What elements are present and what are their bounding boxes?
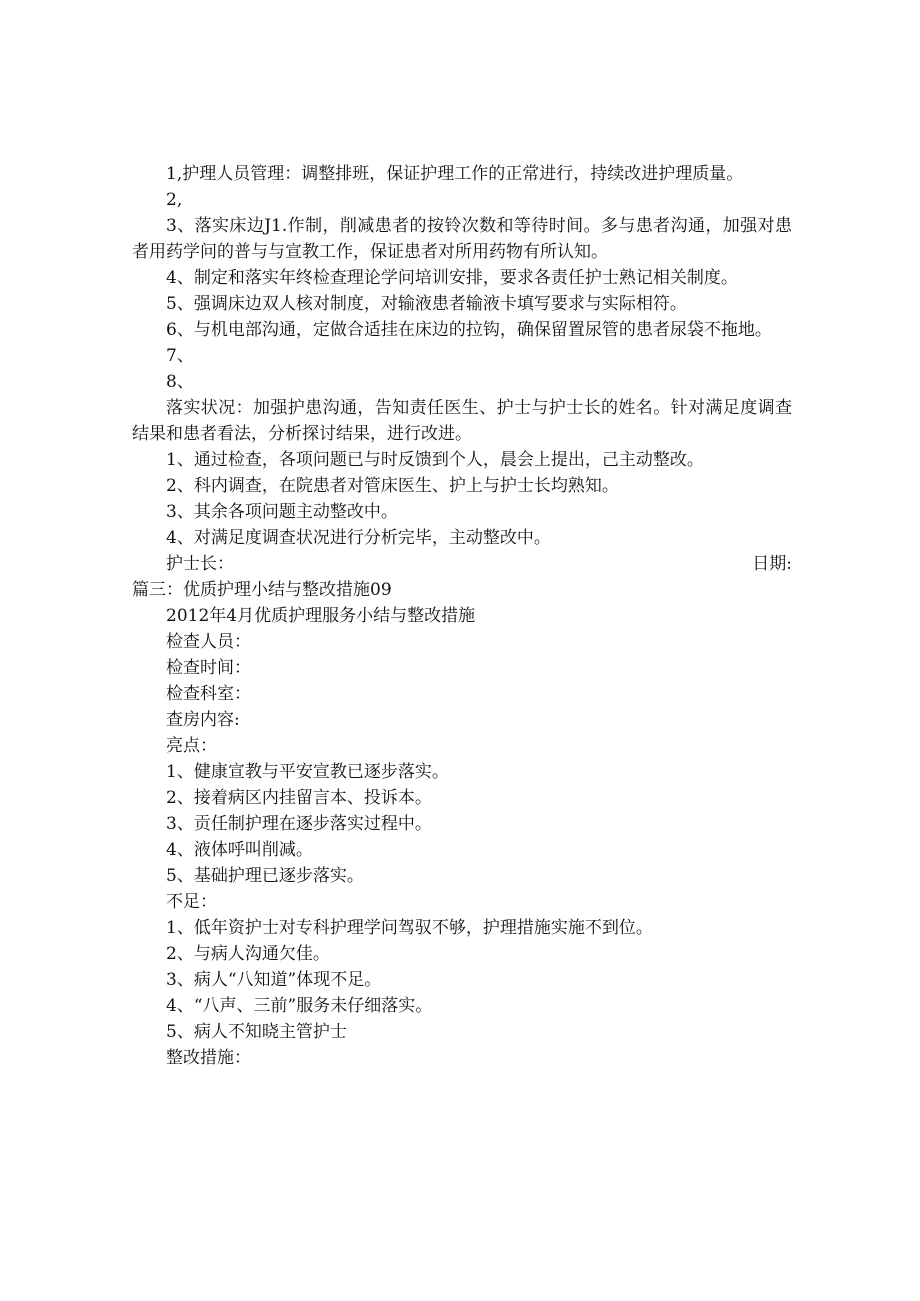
date-label: 日期: xyxy=(752,554,792,574)
paragraph-5: 5、强调床边双人核对制度，对输液患者输液卡填写要求与实际相符。 xyxy=(166,294,687,314)
shortcoming-item-5: 5、病人不知晓主管护士 xyxy=(166,1022,347,1042)
paragraph-8: 8、 xyxy=(166,372,194,392)
status-item-4: 4、对满足度调查状况进行分析完毕，主动整改中。 xyxy=(166,528,551,548)
highlight-item-1: 1、健康宣教与平安宣教已逐步落实。 xyxy=(166,762,449,782)
status-item-2: 2、科内调查，在院患者对管床医生、护上与护士长均熟知。 xyxy=(166,476,619,496)
ward-round-content-field: 查房内容: xyxy=(166,710,240,730)
section-title: 篇三：优质护理小结与整改措施09 xyxy=(132,580,392,600)
inspection-dept-field: 检查科室： xyxy=(166,684,251,704)
shortcoming-item-3: 3、病人“八知道”体现不足。 xyxy=(166,970,382,990)
inspection-time-field: 检查时间： xyxy=(166,658,251,678)
document-body xyxy=(132,161,792,1071)
paragraph-2: 2, xyxy=(166,190,183,210)
paragraph-7: 7、 xyxy=(166,346,194,366)
highlight-item-4: 4、液体呼叫削减。 xyxy=(166,840,313,860)
head-nurse-label: 护士长： xyxy=(166,554,234,574)
highlight-item-3: 3、贡任制护理在逐步落实过程中。 xyxy=(166,814,432,834)
rectification-heading: 整改措施： xyxy=(166,1048,251,1068)
shortcomings-heading: 不足： xyxy=(166,892,217,912)
paragraph-6: 6、与机电部沟通，定做合适挂在床边的拉钩，确保留置尿管的患者尿袋不拖地。 xyxy=(166,320,772,340)
highlights-heading: 亮点： xyxy=(166,736,217,756)
implementation-status: 落实状况：加强护患沟通，告知责任医生、护士与护士长的姓名。针对满足度调查结果和患者看法，分析探讨结果，进行改进。 xyxy=(132,398,792,444)
highlight-item-5: 5、基础护理已逐步落实。 xyxy=(166,866,364,886)
report-title: 2012年4月优质护理服务小结与整改措施 xyxy=(166,606,476,626)
highlight-item-2: 2、接着病区内挂留言本、投诉本。 xyxy=(166,788,432,808)
paragraph-4: 4、制定和落实年终检查理论学问培训安排，要求各责任护士熟记相关制度。 xyxy=(166,268,738,288)
signature-row xyxy=(132,551,792,577)
paragraph-3: 3、落实床边J1.作制，削减患者的按铃次数和等待时间。多与患者沟通，加强对患者用药学问的普与与宣教工作，保证患者对所用药物有所认知。 xyxy=(132,216,792,262)
paragraph-1: 1,护理人员管理：调整排班，保证护理工作的正常进行，持续改进护理质量。 xyxy=(166,164,744,184)
inspector-field: 检查人员： xyxy=(166,632,251,652)
status-item-3: 3、其余各项问题主动整改中。 xyxy=(166,502,398,522)
shortcoming-item-4: 4、“八声、三前”服务未仔细落实。 xyxy=(166,996,433,1016)
shortcoming-item-1: 1、低年资护士对专科护理学问驾驭不够，护理措施实施不到位。 xyxy=(166,918,653,938)
status-item-1: 1、通过检查，各项问题已与时反馈到个人，晨会上提出，己主动整改。 xyxy=(166,450,704,470)
shortcoming-item-2: 2、与病人沟通欠佳。 xyxy=(166,944,330,964)
